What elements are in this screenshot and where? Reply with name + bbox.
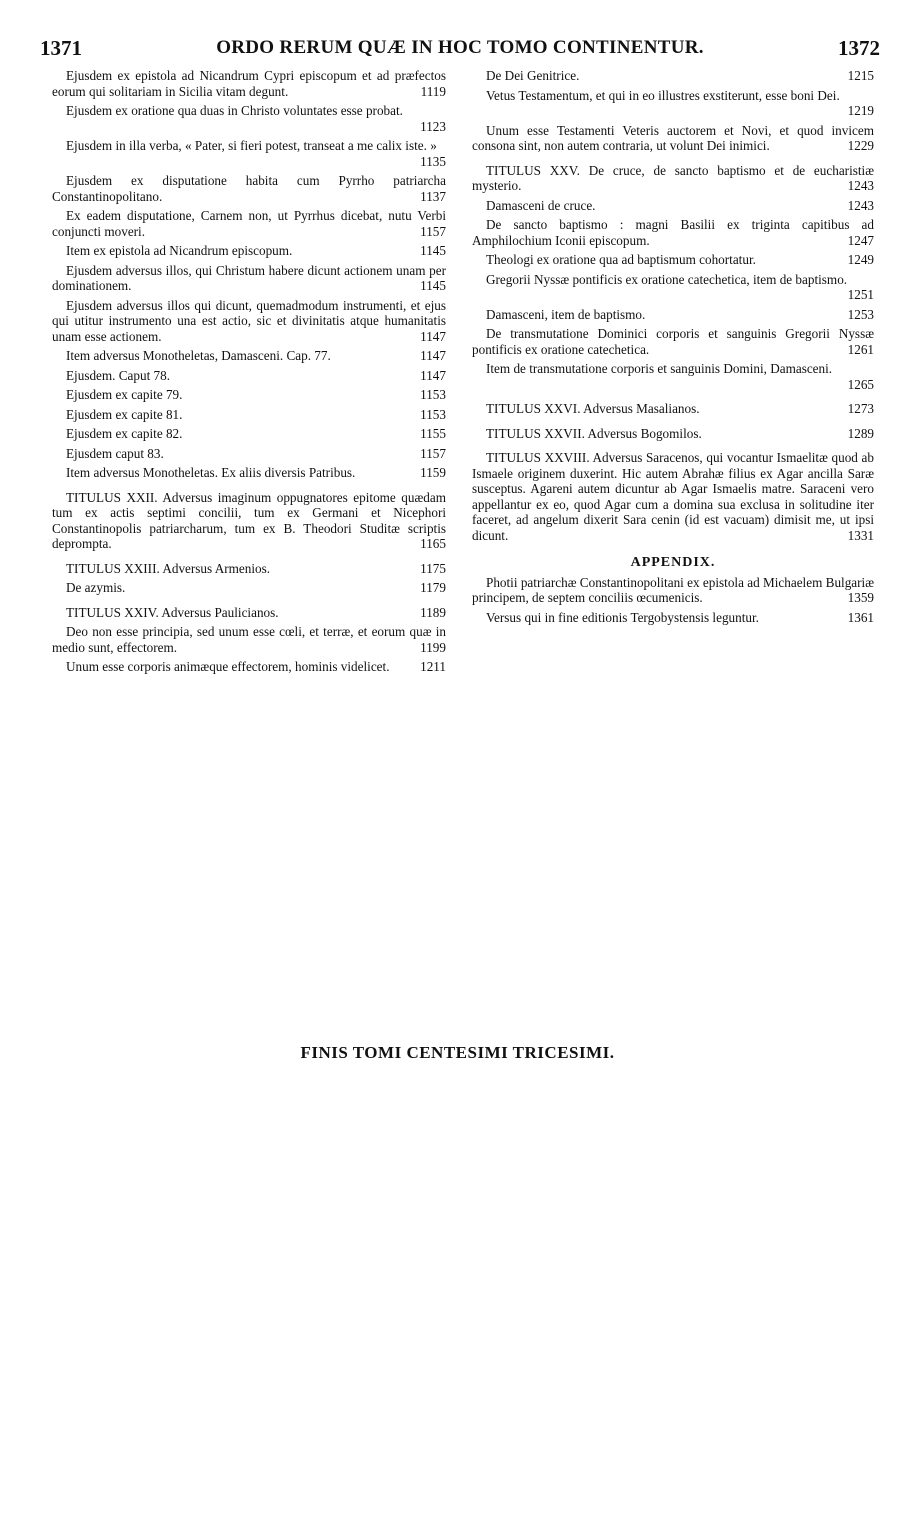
toc-entry-text: Photii patriarchæ Constantinopolitani ex epistola ad Michaelem Bulgariæ principem, de septem conciliis œcumenicis. xyxy=(472,574,874,605)
toc-entry-text: Ejusdem. Caput 78. xyxy=(66,367,171,383)
toc-entry-text: Ejusdem ex epistola ad Nicandrum Cypri episcopum et ad præfectos eorum qui solitariam in Sicilia vitam degunt. xyxy=(52,68,446,99)
toc-page-number: 1157 xyxy=(420,223,446,239)
toc-entry-text: TITULUS XXVIII. Adversus Saracenos, qui vocantur Ismaelitæ quod ab Ismaele originem duxerint. Hic autem Abrahæ filius ex Agar ancilla Saræ susceptus. Agareni autem dicuntur ab Agar Ismaelis matre. Saraceni vero appellantur ex eo, quod Agar cum a domina sua exclusa in solitudine iter faceret, ad angelum dixerit Sara cenin (id est vacuam) dimisit me, ut ipsi dicunt. xyxy=(472,450,874,543)
toc-entry-text: Versus qui in fine editionis Tergobystensis leguntur. xyxy=(486,609,759,625)
toc-entry xyxy=(472,272,874,303)
appendix-entries xyxy=(472,575,874,626)
toc-entry-text: TITULUS XXVII. Adversus Bogomilos. xyxy=(486,425,702,441)
toc-page-number: 1147 xyxy=(420,348,446,363)
toc-entry-text: Theologi ex oratione qua ad baptismum cohortatur. xyxy=(486,252,756,267)
toc-entry xyxy=(52,407,446,423)
appendix-heading: APPENDIX. xyxy=(630,555,716,570)
toc-entry-text: Ex eadem disputatione, Carnem non, ut Pyrrhus dicebat, nutu Verbi conjuncti moveri. xyxy=(52,208,446,239)
toc-entry-text: Ejusdem ex oratione qua duas in Christo voluntates esse probat. xyxy=(66,103,403,118)
toc-entry-text: De transmutatione Dominici corporis et sanguinis Gregorii Nyssæ pontificis ex oratione catechetica. xyxy=(472,326,874,357)
toc-entry xyxy=(52,298,446,345)
toc-page-number: 1155 xyxy=(420,426,446,441)
running-title: ORDO RERUM QUÆ IN HOC TOMO CONTINENTUR. xyxy=(216,37,704,58)
toc-entry-text: Item de transmutatione corporis et sanguinis Domini, Damasceni. xyxy=(486,361,833,376)
toc-page-number: 1123 xyxy=(420,118,446,134)
finis-line: FINIS TOMI CENTESIMI TRICESIMI. xyxy=(300,1043,615,1062)
page-number-left: 1371 xyxy=(40,36,82,60)
toc-entry xyxy=(472,163,874,194)
toc-entry xyxy=(52,446,446,462)
toc-page-number: 1219 xyxy=(847,103,874,118)
toc-page-number: 1157 xyxy=(420,445,446,461)
toc-page-number: 1243 xyxy=(847,178,874,193)
toc-entry xyxy=(52,208,446,239)
toc-page-number: 1147 xyxy=(420,367,446,383)
toc-entry-text: Item ex epistola ad Nicandrum episcopum. xyxy=(66,243,293,258)
toc-entry xyxy=(52,580,446,596)
toc-entry xyxy=(52,243,446,259)
toc-page-number: 1135 xyxy=(420,153,446,169)
toc-entry xyxy=(52,263,446,294)
toc-entry xyxy=(472,426,874,442)
toc-entry xyxy=(472,198,874,214)
toc-entry xyxy=(472,326,874,357)
toc-page-number: 1261 xyxy=(847,341,874,357)
toc-entry-text: Ejusdem adversus illos qui dicunt, quemadmodum instrumenti, et ejus qui utitur instrumento una est actio, sic et divinitatis atque humanitatis unam esse actionem. xyxy=(52,297,446,344)
toc-entry xyxy=(472,123,874,154)
toc-entry-text: Ejusdem in illa verba, « Pater, si fieri potest, transeat a me calix iste. » xyxy=(66,138,437,153)
toc-entry xyxy=(52,490,446,552)
toc-page-number: 1189 xyxy=(420,604,446,620)
toc-entry xyxy=(52,659,446,675)
toc-entry-text: Vetus Testamentum, et qui in eo illustres exstiterunt, esse boni Dei. xyxy=(486,87,840,103)
toc-page-number: 1199 xyxy=(420,639,446,655)
toc-page-number: 1159 xyxy=(420,465,446,480)
toc-entry-text: Unum esse corporis animæque effectorem, hominis videlicet. xyxy=(66,659,390,674)
toc-entry xyxy=(472,401,874,417)
toc-entry xyxy=(52,138,446,169)
toc-page-number: 1243 xyxy=(847,197,874,213)
toc-entry xyxy=(472,307,874,323)
toc-entry-text: Ejusdem ex capite 82. xyxy=(66,426,183,441)
toc-page-number: 1247 xyxy=(847,232,874,248)
toc-entry xyxy=(52,561,446,577)
toc-entry-text: Damasceni de cruce. xyxy=(486,197,596,213)
toc-entry xyxy=(52,173,446,204)
toc-page-number: 1273 xyxy=(847,401,874,416)
toc-entry-text: Ejusdem adversus illos, qui Christum habere dicunt actionem unam per dominationem. xyxy=(52,262,446,293)
right-entries xyxy=(472,68,874,543)
toc-entry-text: Item adversus Monotheletas. Ex aliis diversis Patribus. xyxy=(66,465,356,480)
toc-entry-text: TITULUS XXIII. Adversus Armenios. xyxy=(66,560,271,576)
toc-entry xyxy=(52,387,446,403)
toc-page-number: 1179 xyxy=(420,580,446,595)
toc-page-number: 1175 xyxy=(420,560,446,576)
toc-entry-text: Item adversus Monotheletas, Damasceni. Cap. 77. xyxy=(66,348,331,363)
toc-entry xyxy=(52,68,446,99)
toc-entry xyxy=(472,88,874,119)
toc-entry xyxy=(52,103,446,134)
toc-entry xyxy=(52,368,446,384)
toc-entry-text: TITULUS XXVI. Adversus Masalianos. xyxy=(486,401,700,416)
toc-page-number: 1153 xyxy=(420,387,446,402)
toc-entry-text: Ejusdem ex capite 79. xyxy=(66,387,183,402)
toc-entry xyxy=(472,575,874,606)
toc-page-number: 1229 xyxy=(847,138,874,153)
toc-entry-text: Deo non esse principia, sed unum esse cœli, et terræ, et eorum quæ in medio sunt, effectorem. xyxy=(52,624,446,655)
toc-entry-text: De sancto baptismo : magni Basilii ex triginta capitibus ad Amphilochium Iconii episcopum. xyxy=(472,217,874,248)
toc-page-number: 1147 xyxy=(420,328,446,344)
toc-entry-text: Damasceni, item de baptismo. xyxy=(486,306,646,322)
toc-entry-text: Ejusdem caput 83. xyxy=(66,445,164,461)
toc-page-number: 1215 xyxy=(847,68,874,83)
toc-page-number: 1359 xyxy=(847,590,874,605)
toc-entry-text: Ejusdem ex capite 81. xyxy=(66,406,183,422)
toc-entry xyxy=(52,605,446,621)
toc-page-number: 1289 xyxy=(847,425,874,441)
toc-entry xyxy=(52,624,446,655)
right-column xyxy=(472,68,874,629)
toc-entry-text: Gregorii Nyssæ pontificis ex oratione catechetica, item de baptismo. xyxy=(486,271,848,287)
toc-entry-text: TITULUS XXII. Adversus imaginum oppugnatores epitome quædam tum ex actis septimi concilii, tum ex Germani et Nicephori Constantinopolis patriarcharum, tum ex B. Theodori Studitæ scriptis deprompta. xyxy=(52,489,446,551)
toc-page-number: 1145 xyxy=(420,278,446,293)
toc-page-number: 1165 xyxy=(420,536,446,551)
toc-page-number: 1265 xyxy=(847,376,874,392)
toc-entry xyxy=(472,217,874,248)
toc-entry-text: TITULUS XXIV. Adversus Paulicianos. xyxy=(66,604,279,620)
toc-entry xyxy=(472,252,874,268)
toc-entry-text: Unum esse Testamenti Veteris auctorem et Novi, et quod invicem consona sint, non autem contraria, ut volunt Dei inimici. xyxy=(472,122,874,153)
toc-entry-text: TITULUS XXV. De cruce, de sancto baptismo et de eucharistiæ mysterio. xyxy=(472,162,874,193)
page-header xyxy=(40,36,880,62)
page-number-right: 1372 xyxy=(838,36,880,60)
toc-page-number: 1249 xyxy=(847,252,874,267)
toc-entry-text: De Dei Genitrice. xyxy=(486,68,580,83)
toc-page-number: 1331 xyxy=(847,527,874,543)
toc-page-number: 1361 xyxy=(847,609,874,625)
toc-entry xyxy=(472,450,874,543)
toc-page-number: 1119 xyxy=(420,83,446,99)
toc-entry xyxy=(52,465,446,481)
left-column xyxy=(52,68,446,679)
toc-entry xyxy=(472,361,874,392)
toc-page-number: 1145 xyxy=(420,243,446,258)
toc-entry-text: De azymis. xyxy=(66,580,126,595)
toc-page-number: 1137 xyxy=(420,188,446,204)
toc-entry-text: Ejusdem ex disputatione habita cum Pyrrho patriarcha Constantinopolitano. xyxy=(52,173,446,204)
toc-entry xyxy=(472,68,874,84)
toc-page-number: 1253 xyxy=(847,306,874,322)
toc-entry xyxy=(52,348,446,364)
toc-page-number: 1251 xyxy=(847,287,874,302)
toc-entry xyxy=(472,610,874,626)
toc-entry xyxy=(52,426,446,442)
toc-page-number: 1211 xyxy=(420,659,446,674)
toc-page-number: 1153 xyxy=(420,406,446,422)
